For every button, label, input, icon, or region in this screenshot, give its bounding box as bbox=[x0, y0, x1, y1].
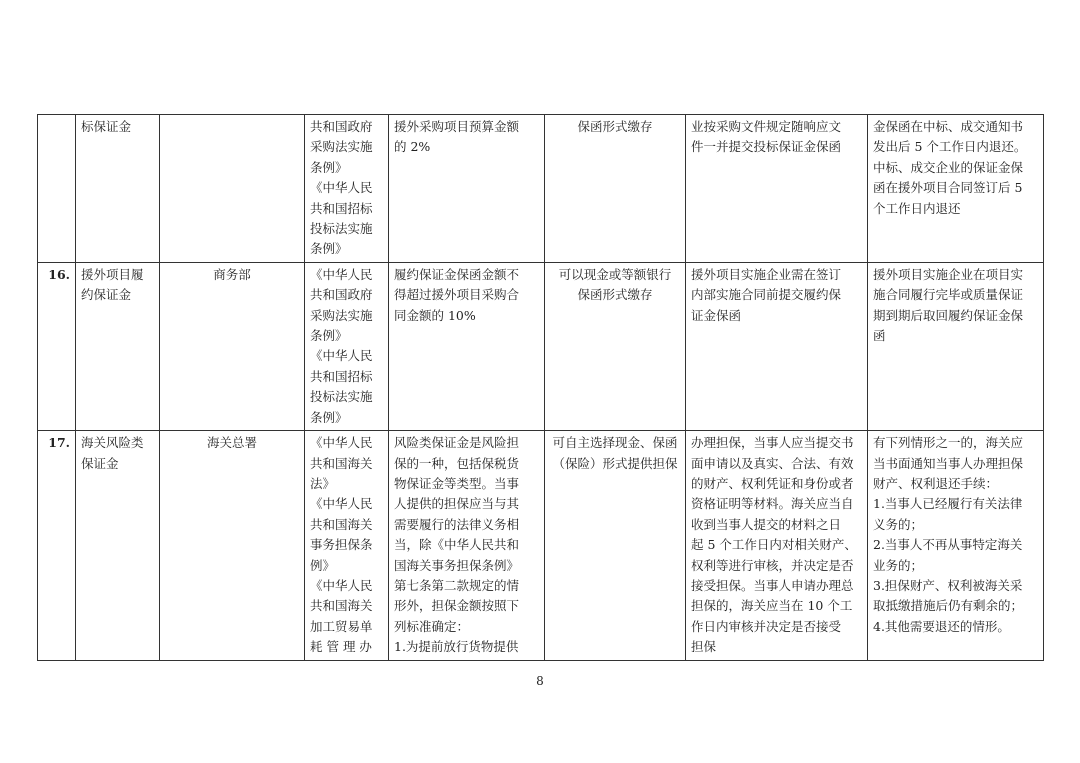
payment-method: 可自主选择现金、保函 （保险）形式提供担保 bbox=[545, 431, 686, 660]
item-name: 海关风险类 保证金 bbox=[76, 431, 160, 660]
legal-basis: 共和国政府 采购法实施 条例》 《中华人民 共和国招标 投标法实施 条例》 bbox=[305, 115, 389, 263]
payment-method: 保函形式缴存 bbox=[545, 115, 686, 263]
legal-basis: 《中华人民 共和国政府 采购法实施 条例》 《中华人民 共和国招标 投标法实施 条例》 bbox=[305, 262, 389, 430]
table-row bbox=[38, 431, 1044, 660]
payment-procedure: 援外项目实施企业需在签订 内部实施合同前提交履约保 证金保函 bbox=[686, 262, 868, 430]
deposit-standard: 风险类保证金是风险担 保的一种，包括保税货 物保证金等类型。当事 人提供的担保应当与其 需要履行的法律义务相 当，除《中华人民共和 国海关事务担保条例》 第七条第二款规定的情 形外，担保金额按照下 列标准确定： 1.为提前放行货物提供 bbox=[389, 431, 545, 660]
payment-method: 可以现金或等额银行 保函形式缴存 bbox=[545, 262, 686, 430]
payment-procedure: 办理担保，当事人应当提交书 面申请以及真实、合法、有效 的财产、权利凭证和身份或者 资格证明等材料。海关应当自 收到当事人提交的材料之日 起 5 个工作日内对相关财产、 权利等进行审核，并决定是否 接受担保。当事人申请办理总 担保的，海关应当在 10 个工 作日内审核并决定是否接受 担保 bbox=[686, 431, 868, 660]
department bbox=[160, 115, 305, 263]
row-number bbox=[38, 115, 76, 263]
refund-rule: 金保函在中标、成交通知书 发出后 5 个工作日内退还。 中标、成交企业的保证金保 函在援外项目合同签订后 5 个工作日内退还 bbox=[868, 115, 1044, 263]
payment-procedure: 业按采购文件规定随响应文 件一并提交投标保证金保函 bbox=[686, 115, 868, 263]
department: 海关总署 bbox=[160, 431, 305, 660]
legal-basis: 《中华人民 共和国海关 法》 《中华人民 共和国海关 事务担保条 例》 《中华人民 共和国海关 加工贸易单 耗 管 理 办 bbox=[305, 431, 389, 660]
refund-rule: 有下列情形之一的，海关应 当书面通知当事人办理担保 财产、权利退还手续： 1.当事人已经履行有关法律 义务的； 2.当事人不再从事特定海关 业务的； 3.担保财产、权利被海关采 取抵缴措施后仍有剩余的； 4.其他需要退还的情形。 bbox=[868, 431, 1044, 660]
row-number: 17. bbox=[38, 431, 76, 660]
page-number: 8 bbox=[536, 674, 544, 688]
department: 商务部 bbox=[160, 262, 305, 430]
deposit-standard: 援外采购项目预算金额 的 2% bbox=[389, 115, 545, 263]
row-number: 16. bbox=[38, 262, 76, 430]
refund-rule: 援外项目实施企业在项目实 施合同履行完毕或质量保证 期到期后取回履约保证金保 函 bbox=[868, 262, 1044, 430]
table-row bbox=[38, 115, 1044, 263]
table-row bbox=[38, 262, 1044, 430]
deposit-standard: 履约保证金保函金额不 得超过援外项目采购合 同金额的 10% bbox=[389, 262, 545, 430]
item-name: 标保证金 bbox=[76, 115, 160, 263]
deposit-table bbox=[37, 114, 1044, 661]
item-name: 援外项目履 约保证金 bbox=[76, 262, 160, 430]
